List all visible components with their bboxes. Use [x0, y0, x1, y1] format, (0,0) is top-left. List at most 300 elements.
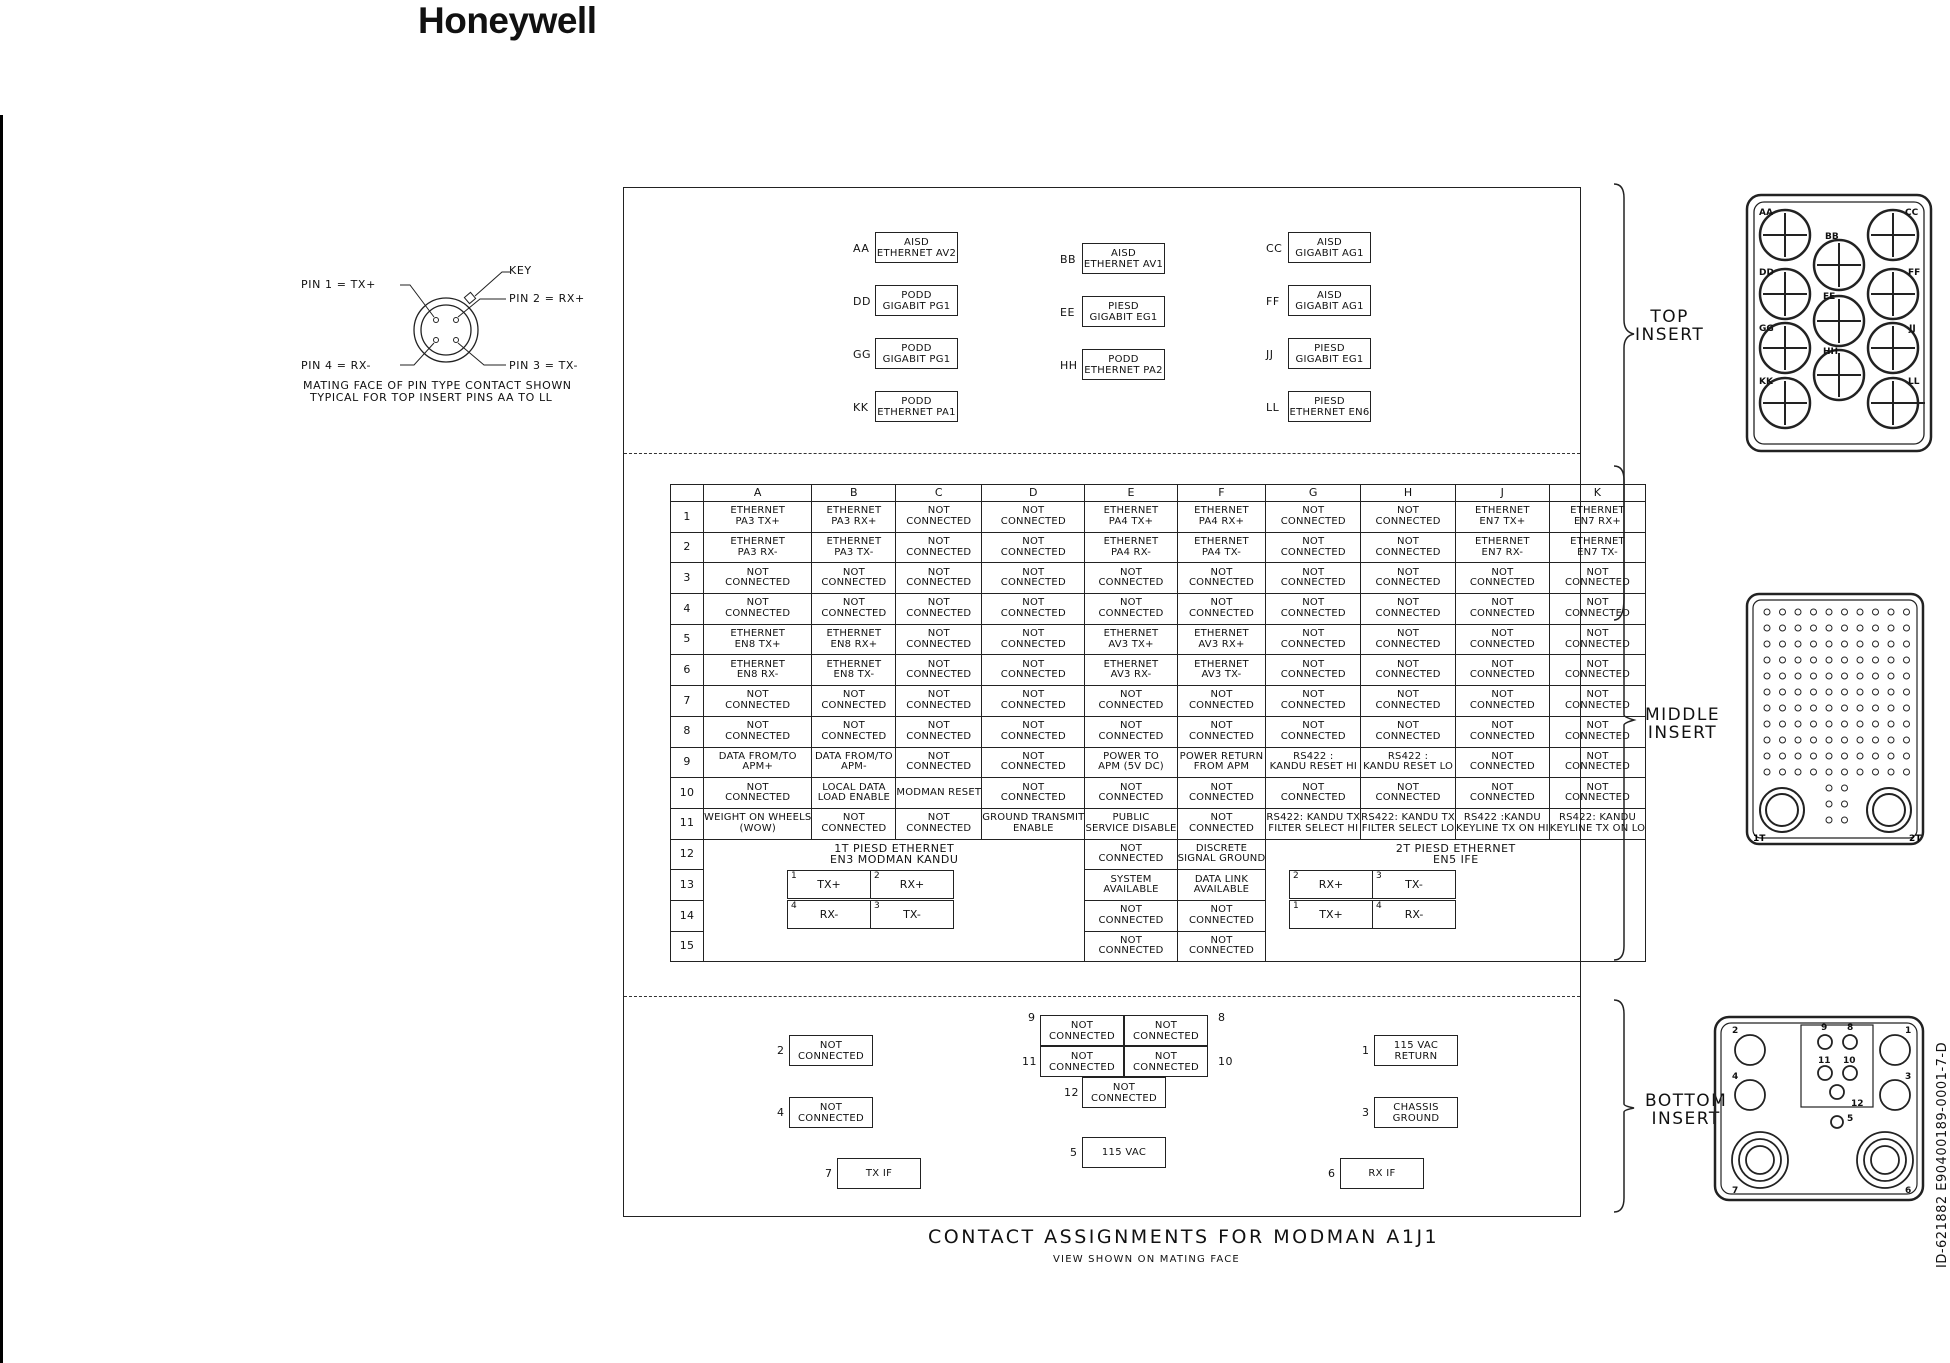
- cell-line: CONNECTED: [1280, 577, 1346, 589]
- cell-line: GROUND TRANSMIT: [982, 812, 1085, 824]
- ethernet-quadrax-socket: [1873, 794, 1905, 826]
- table-cell: [1177, 839, 1266, 870]
- cell-line: CONNECTED: [821, 577, 887, 589]
- bottom-pin-text: CONNECTED: [1049, 1061, 1115, 1073]
- bottom-pin-box-6: [1340, 1158, 1424, 1189]
- cell-line: CONNECTED: [1564, 761, 1631, 773]
- pin-socket: [1842, 657, 1848, 663]
- cell-line: NOT: [1586, 658, 1609, 670]
- table-row: [671, 839, 1646, 870]
- bottom-pin-id-7: 7: [825, 1167, 833, 1180]
- pin-socket: [1795, 641, 1801, 647]
- pin-socket: [1842, 769, 1848, 775]
- connector-label-1t: 1T: [1753, 834, 1766, 844]
- cell-line: PA4 RX+: [1198, 515, 1245, 527]
- top-pin-text: AISD: [1316, 289, 1343, 301]
- top-pin-text: PIESD: [1314, 342, 1345, 354]
- diagram-title: CONTACT ASSIGNMENTS FOR MODMAN A1J1: [928, 1226, 1440, 1248]
- table-cell: [1361, 502, 1456, 533]
- column-header: C: [896, 485, 982, 502]
- table-cell: [1085, 532, 1177, 563]
- cell-line: CONNECTED: [725, 699, 791, 711]
- pin-socket: [1888, 657, 1894, 663]
- table-cell: [1455, 624, 1549, 655]
- svg-text:EE: EE: [1823, 292, 1836, 302]
- cell-line: AVAILABLE: [1103, 884, 1159, 896]
- cell-line: CONNECTED: [1469, 761, 1535, 773]
- row-header: 2: [671, 532, 704, 563]
- pin-socket: [1780, 673, 1786, 679]
- bottom-pin-box-3: [1374, 1097, 1458, 1128]
- row-header: 13: [671, 870, 704, 901]
- cell-line: CONNECTED: [1564, 607, 1631, 619]
- top-pin-box-ll: [1288, 391, 1371, 422]
- cell-line: FILTER SELECT HI: [1268, 822, 1359, 834]
- svg-text:BB: BB: [1825, 232, 1839, 242]
- cell-line: CONNECTED: [725, 792, 791, 804]
- table-row: [671, 686, 1646, 717]
- cell-line: CONNECTED: [1564, 638, 1631, 650]
- table-cell: [896, 502, 982, 533]
- cell-line: NOT: [1022, 536, 1045, 548]
- cell-line: CONNECTED: [1469, 669, 1535, 681]
- table-cell: [1361, 563, 1456, 594]
- cell-line: NOT: [1302, 628, 1325, 640]
- cell-line: CONNECTED: [1375, 699, 1441, 711]
- column-header: D: [982, 485, 1085, 502]
- key-caption-line2: TYPICAL FOR TOP INSERT PINS AA TO LL: [310, 391, 553, 404]
- top-pin-text: ETHERNET AV2: [876, 247, 957, 259]
- pin-socket: [1795, 753, 1801, 759]
- pin-socket: [1764, 705, 1770, 711]
- column-header: E: [1085, 485, 1177, 502]
- table-cell: [982, 747, 1085, 778]
- table-cell: [1177, 870, 1266, 901]
- pin-socket: [1811, 641, 1817, 647]
- ethernet-pin-number: 3: [874, 901, 880, 911]
- bottom-pin-text: 115 VAC: [1393, 1039, 1439, 1051]
- table-cell: [1455, 594, 1549, 625]
- table-cell: [1085, 808, 1177, 839]
- pin-socket: [1780, 737, 1786, 743]
- pin-socket: [1904, 721, 1910, 727]
- pin-socket: [1888, 625, 1894, 631]
- svg-text:6: 6: [1905, 1186, 1912, 1196]
- table-cell: [1177, 686, 1266, 717]
- pin-socket: [1780, 657, 1786, 663]
- ethernet-pin-signal: RX+: [1318, 878, 1344, 891]
- bottom-pin-text: CONNECTED: [1049, 1030, 1115, 1042]
- cell-line: NOT: [1022, 781, 1045, 793]
- table-cell: [896, 594, 982, 625]
- cell-line: NOT: [1302, 536, 1325, 548]
- svg-text:10: 10: [1843, 1056, 1856, 1066]
- cell-line: CONNECTED: [1098, 577, 1164, 589]
- cell-line: NOT: [1022, 597, 1045, 609]
- cell-line: ETHERNET: [826, 628, 882, 640]
- cell-line: CONNECTED: [1375, 638, 1441, 650]
- cell-line: NOT: [1210, 934, 1233, 946]
- table-cell: [812, 686, 896, 717]
- cell-line: NOT: [1397, 536, 1420, 548]
- table-row: [671, 563, 1646, 594]
- table-cell: [1085, 747, 1177, 778]
- cell-line: NOT: [1586, 597, 1609, 609]
- svg-text:FF: FF: [1908, 268, 1921, 278]
- pin-socket: [1826, 657, 1832, 663]
- cell-line: NOT: [1397, 781, 1420, 793]
- cell-line: EN7 TX+: [1479, 515, 1526, 527]
- table-cell: [812, 532, 896, 563]
- pin-socket: [1764, 753, 1770, 759]
- pin-socket: [1842, 801, 1848, 807]
- cell-line: CONNECTED: [1469, 699, 1535, 711]
- pin-socket: [1857, 657, 1863, 663]
- cell-line: ETHERNET: [730, 628, 786, 640]
- svg-text:11: 11: [1818, 1056, 1831, 1066]
- cell-line: CONNECTED: [1098, 699, 1164, 711]
- top-pin-box-ee: [1082, 296, 1165, 327]
- table-cell: [1455, 747, 1549, 778]
- bottom-pin-text: RETURN: [1394, 1050, 1438, 1062]
- cell-line: NOT: [1119, 842, 1143, 854]
- bottom-pin-box-7: [837, 1158, 921, 1189]
- cell-line: CONNECTED: [1469, 577, 1535, 589]
- bottom-pin-text: CONNECTED: [1133, 1030, 1199, 1042]
- table-cell: [896, 655, 982, 686]
- table-cell: [1455, 686, 1549, 717]
- table-cell: [812, 778, 896, 809]
- cell-line: CONNECTED: [906, 822, 972, 834]
- table-cell: [1085, 624, 1177, 655]
- ethernet-pin-signal: TX-: [1405, 878, 1423, 891]
- table-cell: [1177, 747, 1266, 778]
- column-header: J: [1455, 485, 1549, 502]
- table-cell: [704, 655, 812, 686]
- pin-socket: [1795, 673, 1801, 679]
- table-cell: [896, 778, 982, 809]
- cell-line: NOT: [1302, 597, 1325, 609]
- top-pin-id-ee: EE: [1060, 306, 1075, 319]
- column-header: F: [1177, 485, 1266, 502]
- table-cell: [704, 563, 812, 594]
- cell-line: NOT: [1210, 689, 1233, 701]
- table-cell: [1361, 594, 1456, 625]
- cell-line: NOT: [1210, 812, 1233, 824]
- top-pin-text: AISD: [1316, 236, 1343, 248]
- table-cell: [704, 808, 812, 839]
- bottom-pin-id-4: 4: [777, 1106, 785, 1119]
- bottom-pin-box-8: [1124, 1015, 1208, 1046]
- cell-line: CONNECTED: [1098, 792, 1164, 804]
- cell-line: ETHERNET: [730, 658, 786, 670]
- table-cell: [1085, 655, 1177, 686]
- pin-socket: [1811, 705, 1817, 711]
- pin-socket: [1826, 689, 1832, 695]
- cell-line: KANDU RESET LO: [1363, 761, 1454, 773]
- cell-line: NOT: [927, 505, 950, 517]
- bottom-pin-text: TX IF: [865, 1168, 893, 1179]
- top-pin-id-gg: GG: [853, 348, 872, 361]
- table-cell: [1361, 716, 1456, 747]
- table-cell: [1266, 624, 1361, 655]
- cell-line: NOT: [1302, 689, 1325, 701]
- table-cell: [812, 747, 896, 778]
- cell-line: NOT: [1491, 750, 1514, 762]
- row-header: 6: [671, 655, 704, 686]
- cell-line: RS422: KANDU: [1558, 812, 1637, 824]
- cell-line: NOT: [1119, 781, 1143, 793]
- pin-socket: [1811, 689, 1817, 695]
- pin-socket: [1904, 609, 1910, 615]
- cell-line: CONNECTED: [906, 515, 972, 527]
- pin-socket: [1780, 753, 1786, 759]
- cell-line: ETHERNET: [1103, 658, 1159, 670]
- table-cell: [982, 655, 1085, 686]
- top-pin-box-kk: [875, 391, 958, 422]
- table-cell: [896, 747, 982, 778]
- cell-line: CONNECTED: [906, 577, 972, 589]
- cell-line: NOT: [1586, 628, 1609, 640]
- bottom-pin-box-4: [789, 1097, 873, 1128]
- pin-socket: [1826, 625, 1832, 631]
- cell-line: NOT: [1397, 658, 1420, 670]
- cell-line: NOT: [1586, 781, 1609, 793]
- table-row: [671, 655, 1646, 686]
- cell-line: CONNECTED: [1188, 914, 1254, 926]
- bottom-pin-id-5: 5: [1070, 1146, 1078, 1159]
- bottom-pin-text: RX IF: [1368, 1168, 1396, 1179]
- table-cell: [812, 563, 896, 594]
- ethernet-pin-box: [1289, 870, 1373, 899]
- table-cell: [1085, 563, 1177, 594]
- table-cell: [1085, 839, 1177, 870]
- pin-socket: [1764, 625, 1770, 631]
- cell-line: DATA LINK: [1194, 873, 1249, 885]
- table-cell: [1177, 808, 1266, 839]
- middle-insert-connector-drawing: [1745, 592, 1927, 848]
- cell-line: CONNECTED: [906, 761, 972, 773]
- pin-socket: [1795, 721, 1801, 727]
- table-cell: [1266, 594, 1361, 625]
- cell-line: PA4 TX-: [1201, 546, 1242, 558]
- table-row: [671, 502, 1646, 533]
- pin-socket: [1873, 753, 1879, 759]
- top-pin-text: GIGABIT EG1: [1089, 311, 1158, 323]
- pin-socket: [1857, 737, 1863, 743]
- pin-socket: [1904, 689, 1910, 695]
- table-cell: [982, 624, 1085, 655]
- cell-line: CONNECTED: [1564, 669, 1631, 681]
- cell-line: AVAILABLE: [1193, 884, 1250, 896]
- key-label: KEY: [509, 264, 532, 277]
- table-cell: [982, 532, 1085, 563]
- bottom-pin-id-9: 9: [1028, 1011, 1036, 1024]
- cell-line: NOT: [927, 720, 950, 732]
- cell-line: CONNECTED: [1375, 577, 1441, 589]
- pin-socket: [1764, 673, 1770, 679]
- bottom-pin-text: CONNECTED: [798, 1112, 864, 1124]
- cell-line: APM-: [840, 761, 867, 773]
- ethernet-pin-number: 2: [874, 871, 880, 881]
- svg-text:12: 12: [1851, 1099, 1864, 1109]
- pin-socket: [1888, 673, 1894, 679]
- bottom-pin-id-3: 3: [1362, 1106, 1370, 1119]
- pin-socket: [1904, 625, 1910, 631]
- top-pin-text: PODD: [901, 395, 932, 407]
- cell-line: CONNECTED: [1469, 607, 1535, 619]
- top-pin-text: PIESD: [1108, 300, 1139, 312]
- pin-socket: [1842, 705, 1848, 711]
- svg-text:3: 3: [1905, 1072, 1912, 1082]
- top-pin-box-cc: [1288, 232, 1371, 263]
- table-cell: [704, 624, 812, 655]
- pin-socket: [1826, 769, 1832, 775]
- cell-line: CONNECTED: [1469, 792, 1535, 804]
- cell-line: NOT: [1022, 689, 1045, 701]
- cell-line: CONNECTED: [1280, 699, 1346, 711]
- svg-text:LL: LL: [1908, 377, 1920, 387]
- pin-socket: [1764, 689, 1770, 695]
- cell-line: CONNECTED: [1280, 669, 1346, 681]
- table-cell: [1177, 655, 1266, 686]
- cell-line: CONNECTED: [1375, 730, 1441, 742]
- top-pin-text: GIGABIT EG1: [1295, 353, 1364, 365]
- cell-line: MODMAN RESET: [896, 786, 982, 798]
- pin-socket: [1857, 641, 1863, 647]
- cell-line: WEIGHT ON WHEELS: [704, 812, 812, 824]
- table-cell: [1266, 808, 1361, 839]
- top-pin-id-hh: HH: [1060, 359, 1078, 372]
- cell-line: NOT: [927, 689, 950, 701]
- ethernet-pin-number: 1: [1293, 901, 1299, 911]
- pin-socket: [1811, 673, 1817, 679]
- bottom-pin-text: GROUND: [1392, 1112, 1440, 1124]
- cell-line: ENABLE: [1013, 822, 1054, 834]
- cell-line: CONNECTED: [1564, 577, 1631, 589]
- bottom-pin-text: NOT: [1070, 1050, 1094, 1062]
- cell-line: LOCAL DATA: [822, 781, 886, 793]
- cell-line: NOT: [1491, 658, 1514, 670]
- table-row: [671, 716, 1646, 747]
- row-header: 7: [671, 686, 704, 717]
- pin-socket: [1842, 641, 1848, 647]
- cell-line: CONNECTED: [1375, 546, 1441, 558]
- ethernet-pin-number: 2: [1293, 871, 1299, 881]
- pin-socket: [1857, 769, 1863, 775]
- cell-line: NOT: [1022, 720, 1045, 732]
- top-pin-box-hh: [1082, 349, 1165, 380]
- pin-socket: [1873, 673, 1879, 679]
- table-row: [671, 594, 1646, 625]
- pin-socket: [1857, 705, 1863, 711]
- cell-line: CONNECTED: [1280, 515, 1346, 527]
- svg-text:GG: GG: [1759, 324, 1774, 334]
- table-cell: [1085, 502, 1177, 533]
- cell-line: NOT: [1397, 505, 1420, 517]
- cell-line: NOT: [1302, 658, 1325, 670]
- cell-line: NOT: [1586, 566, 1609, 578]
- top-pin-box-jj: [1288, 338, 1371, 369]
- cell-line: NOT: [1119, 904, 1143, 916]
- bottom-pin-text: CONNECTED: [798, 1050, 864, 1062]
- pin-socket: [1873, 737, 1879, 743]
- section-braces: [1600, 180, 1640, 1220]
- top-pin-id-ff: FF: [1266, 295, 1280, 308]
- table-cell: [982, 502, 1085, 533]
- table-cell: [1266, 716, 1361, 747]
- table-cell: [1266, 747, 1361, 778]
- cell-line: DATA FROM/TO: [814, 750, 893, 762]
- pin-socket: [1842, 753, 1848, 759]
- column-header: G: [1266, 485, 1361, 502]
- table-cell: [1361, 747, 1456, 778]
- top-pin-id-aa: AA: [853, 242, 870, 255]
- cell-line: DATA FROM/TO: [718, 750, 797, 762]
- cell-line: CONNECTED: [725, 607, 791, 619]
- cell-line: PUBLIC: [1112, 812, 1150, 824]
- bottom-pin-id-6: 6: [1328, 1167, 1336, 1180]
- cell-line: CONNECTED: [1188, 945, 1254, 957]
- top-pin-text: ETHERNET EN6: [1289, 406, 1370, 418]
- pin-socket: [1873, 625, 1879, 631]
- bottom-pin-id-11: 11: [1022, 1055, 1037, 1068]
- bottom-insert-connector-drawing: [1713, 1015, 1928, 1205]
- table-cell: [1085, 594, 1177, 625]
- top-pin-text: PODD: [1108, 353, 1139, 365]
- table-cell: [1266, 532, 1361, 563]
- cell-line: RS422 :: [1293, 750, 1334, 762]
- pin-socket: [1826, 801, 1832, 807]
- ethernet-pin-signal: RX+: [899, 878, 925, 891]
- table-cell: [1085, 870, 1177, 901]
- table-cell: [812, 655, 896, 686]
- table-cell: [1361, 532, 1456, 563]
- cell-line: EN7 RX-: [1481, 546, 1524, 558]
- bottom-pin-text: NOT: [819, 1101, 843, 1113]
- cell-line: POWER TO: [1103, 750, 1159, 762]
- cell-line: CONNECTED: [1469, 638, 1535, 650]
- cell-line: CONNECTED: [1098, 945, 1164, 957]
- cell-line: ETHERNET: [1194, 505, 1249, 517]
- top-pin-id-dd: DD: [853, 295, 871, 308]
- cell-line: NOT: [1119, 934, 1143, 946]
- ethernet-pin-number: 4: [1376, 901, 1382, 911]
- ethernet-pin-box: [1372, 900, 1456, 929]
- ethernet-pin-signal: TX+: [1319, 908, 1343, 921]
- row-header: 1: [671, 502, 704, 533]
- table-cell: [704, 502, 812, 533]
- pin-socket: [1842, 785, 1848, 791]
- table-cell: [704, 594, 812, 625]
- table-cell: [896, 532, 982, 563]
- table-cell: [1361, 686, 1456, 717]
- row-header: 15: [671, 931, 704, 962]
- cell-line: CONNECTED: [1000, 669, 1066, 681]
- table-cell: [1266, 778, 1361, 809]
- table-cell: [1177, 594, 1266, 625]
- pin3-label: PIN 3 = TX-: [509, 359, 579, 372]
- pin4-label: PIN 4 = RX-: [301, 359, 372, 372]
- table-cell: [1455, 532, 1549, 563]
- table-cell: [1455, 502, 1549, 533]
- table-cell: [704, 532, 812, 563]
- cell-line: ETHERNET: [730, 505, 786, 517]
- table-cell: [704, 686, 812, 717]
- top-pin-id-ll: LL: [1266, 401, 1280, 414]
- cell-line: CONNECTED: [1098, 730, 1164, 742]
- pin-socket: [1795, 737, 1801, 743]
